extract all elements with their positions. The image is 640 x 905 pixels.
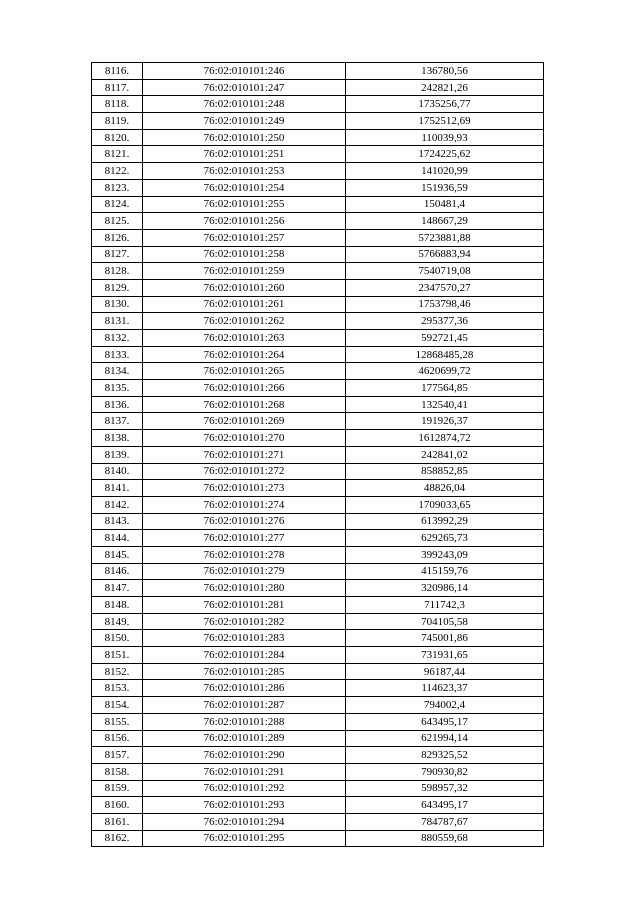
table-row <box>92 380 544 397</box>
cadastral-number-cell: 76:02:010101:285 <box>143 663 346 680</box>
table-row <box>92 446 544 463</box>
row-number-cell: 8135. <box>92 380 143 397</box>
row-number-cell: 8144. <box>92 530 143 547</box>
cadastral-value-cell: 7540719,08 <box>346 263 544 280</box>
cadastral-value-cell: 242841,02 <box>346 446 544 463</box>
cadastral-number-cell: 76:02:010101:276 <box>143 513 346 530</box>
table-row <box>92 663 544 680</box>
table-row <box>92 229 544 246</box>
cadastral-value-cell: 5723881,88 <box>346 229 544 246</box>
cadastral-number-cell: 76:02:010101:278 <box>143 546 346 563</box>
cadastral-number-cell: 76:02:010101:295 <box>143 830 346 847</box>
cadastral-value-cell: 242821,26 <box>346 79 544 96</box>
cadastral-value-cell: 4620699,72 <box>346 363 544 380</box>
cadastral-value-cell: 1709033,65 <box>346 496 544 513</box>
cadastral-number-cell: 76:02:010101:259 <box>143 263 346 280</box>
row-number-cell: 8138. <box>92 430 143 447</box>
table-row <box>92 196 544 213</box>
cadastral-number-cell: 76:02:010101:284 <box>143 647 346 664</box>
row-number-cell: 8125. <box>92 213 143 230</box>
row-number-cell: 8158. <box>92 763 143 780</box>
cadastral-value-cell: 2347570,27 <box>346 279 544 296</box>
row-number-cell: 8146. <box>92 563 143 580</box>
table-row <box>92 697 544 714</box>
row-number-cell: 8126. <box>92 229 143 246</box>
cadastral-value-cell: 1753798,46 <box>346 296 544 313</box>
cadastral-value-cell: 1735256,77 <box>346 96 544 113</box>
cadastral-value-cell: 592721,45 <box>346 330 544 347</box>
row-number-cell: 8150. <box>92 630 143 647</box>
table-row <box>92 246 544 263</box>
cadastral-value-cell: 598957,32 <box>346 780 544 797</box>
row-number-cell: 8118. <box>92 96 143 113</box>
cadastral-number-cell: 76:02:010101:269 <box>143 413 346 430</box>
cadastral-value-cell: 629265,73 <box>346 530 544 547</box>
cadastral-value-cell: 613992,29 <box>346 513 544 530</box>
row-number-cell: 8160. <box>92 797 143 814</box>
table-row <box>92 129 544 146</box>
cadastral-number-cell: 76:02:010101:264 <box>143 346 346 363</box>
row-number-cell: 8122. <box>92 163 143 180</box>
table-row <box>92 580 544 597</box>
cadastral-value-cell: 1612874,72 <box>346 430 544 447</box>
cadastral-value-cell: 295377,36 <box>346 313 544 330</box>
row-number-cell: 8159. <box>92 780 143 797</box>
table-row <box>92 730 544 747</box>
cadastral-number-cell: 76:02:010101:246 <box>143 63 346 80</box>
row-number-cell: 8140. <box>92 463 143 480</box>
row-number-cell: 8132. <box>92 330 143 347</box>
cadastral-number-cell: 76:02:010101:277 <box>143 530 346 547</box>
row-number-cell: 8131. <box>92 313 143 330</box>
table-row <box>92 513 544 530</box>
cadastral-number-cell: 76:02:010101:253 <box>143 163 346 180</box>
cadastral-number-cell: 76:02:010101:257 <box>143 229 346 246</box>
table-row <box>92 113 544 130</box>
cadastral-number-cell: 76:02:010101:288 <box>143 713 346 730</box>
table-row <box>92 463 544 480</box>
row-number-cell: 8152. <box>92 663 143 680</box>
row-number-cell: 8147. <box>92 580 143 597</box>
cadastral-value-cell: 320986,14 <box>346 580 544 597</box>
row-number-cell: 8130. <box>92 296 143 313</box>
row-number-cell: 8155. <box>92 713 143 730</box>
cadastral-number-cell: 76:02:010101:272 <box>143 463 346 480</box>
cadastral-value-cell: 415159,76 <box>346 563 544 580</box>
table-row <box>92 630 544 647</box>
cadastral-number-cell: 76:02:010101:262 <box>143 313 346 330</box>
cadastral-number-cell: 76:02:010101:273 <box>143 480 346 497</box>
cadastral-value-cell: 151936,59 <box>346 179 544 196</box>
cadastral-value-cell: 858852,85 <box>346 463 544 480</box>
row-number-cell: 8121. <box>92 146 143 163</box>
row-number-cell: 8162. <box>92 830 143 847</box>
row-number-cell: 8124. <box>92 196 143 213</box>
row-number-cell: 8151. <box>92 647 143 664</box>
table-row <box>92 830 544 847</box>
cadastral-number-cell: 76:02:010101:247 <box>143 79 346 96</box>
cadastral-number-cell: 76:02:010101:292 <box>143 780 346 797</box>
table-row <box>92 647 544 664</box>
row-number-cell: 8117. <box>92 79 143 96</box>
row-number-cell: 8142. <box>92 496 143 513</box>
table-row <box>92 346 544 363</box>
cadastral-value-cell: 621994,14 <box>346 730 544 747</box>
table-body <box>92 63 544 847</box>
cadastral-value-cell: 711742,3 <box>346 597 544 614</box>
row-number-cell: 8128. <box>92 263 143 280</box>
cadastral-number-cell: 76:02:010101:294 <box>143 813 346 830</box>
cadastral-value-cell: 790930,82 <box>346 763 544 780</box>
row-number-cell: 8156. <box>92 730 143 747</box>
row-number-cell: 8143. <box>92 513 143 530</box>
table-row <box>92 179 544 196</box>
cadastral-number-cell: 76:02:010101:270 <box>143 430 346 447</box>
cadastral-value-cell: 148667,29 <box>346 213 544 230</box>
table-row <box>92 430 544 447</box>
row-number-cell: 8149. <box>92 613 143 630</box>
cadastral-number-cell: 76:02:010101:291 <box>143 763 346 780</box>
cadastral-value-table <box>91 62 544 847</box>
cadastral-value-cell: 794002,4 <box>346 697 544 714</box>
table-row <box>92 413 544 430</box>
row-number-cell: 8134. <box>92 363 143 380</box>
table-row <box>92 496 544 513</box>
cadastral-value-cell: 643495,17 <box>346 713 544 730</box>
table-row <box>92 163 544 180</box>
table-row <box>92 263 544 280</box>
cadastral-number-cell: 76:02:010101:261 <box>143 296 346 313</box>
cadastral-value-cell: 880559,68 <box>346 830 544 847</box>
cadastral-number-cell: 76:02:010101:287 <box>143 697 346 714</box>
cadastral-number-cell: 76:02:010101:248 <box>143 96 346 113</box>
cadastral-value-cell: 96187,44 <box>346 663 544 680</box>
cadastral-number-cell: 76:02:010101:271 <box>143 446 346 463</box>
table-row <box>92 146 544 163</box>
table-row <box>92 313 544 330</box>
cadastral-value-cell: 731931,65 <box>346 647 544 664</box>
cadastral-value-cell: 399243,09 <box>346 546 544 563</box>
cadastral-number-cell: 76:02:010101:256 <box>143 213 346 230</box>
cadastral-number-cell: 76:02:010101:268 <box>143 396 346 413</box>
table-row <box>92 279 544 296</box>
cadastral-number-cell: 76:02:010101:293 <box>143 797 346 814</box>
cadastral-value-cell: 5766883,94 <box>346 246 544 263</box>
table-row <box>92 396 544 413</box>
row-number-cell: 8141. <box>92 480 143 497</box>
cadastral-number-cell: 76:02:010101:251 <box>143 146 346 163</box>
table-row <box>92 79 544 96</box>
row-number-cell: 8139. <box>92 446 143 463</box>
cadastral-value-cell: 136780,56 <box>346 63 544 80</box>
row-number-cell: 8145. <box>92 546 143 563</box>
row-number-cell: 8127. <box>92 246 143 263</box>
cadastral-value-cell: 191926,37 <box>346 413 544 430</box>
row-number-cell: 8153. <box>92 680 143 697</box>
cadastral-value-cell: 141020,99 <box>346 163 544 180</box>
table-row <box>92 763 544 780</box>
cadastral-value-cell: 48826,04 <box>346 480 544 497</box>
cadastral-number-cell: 76:02:010101:280 <box>143 580 346 597</box>
cadastral-value-cell: 829325,52 <box>346 747 544 764</box>
row-number-cell: 8116. <box>92 63 143 80</box>
row-number-cell: 8129. <box>92 279 143 296</box>
table-row <box>92 613 544 630</box>
cadastral-number-cell: 76:02:010101:263 <box>143 330 346 347</box>
table-row <box>92 296 544 313</box>
table-row <box>92 530 544 547</box>
cadastral-value-cell: 1724225,62 <box>346 146 544 163</box>
cadastral-number-cell: 76:02:010101:281 <box>143 597 346 614</box>
table-row <box>92 330 544 347</box>
row-number-cell: 8157. <box>92 747 143 764</box>
cadastral-value-cell: 745001,86 <box>346 630 544 647</box>
table-row <box>92 480 544 497</box>
cadastral-number-cell: 76:02:010101:258 <box>143 246 346 263</box>
cadastral-number-cell: 76:02:010101:255 <box>143 196 346 213</box>
cadastral-number-cell: 76:02:010101:290 <box>143 747 346 764</box>
cadastral-value-cell: 177564,85 <box>346 380 544 397</box>
cadastral-value-cell: 784787,67 <box>346 813 544 830</box>
row-number-cell: 8148. <box>92 597 143 614</box>
table-row <box>92 546 544 563</box>
cadastral-value-cell: 110039,93 <box>346 129 544 146</box>
cadastral-value-cell: 12868485,28 <box>346 346 544 363</box>
table-row <box>92 813 544 830</box>
cadastral-number-cell: 76:02:010101:286 <box>143 680 346 697</box>
cadastral-number-cell: 76:02:010101:260 <box>143 279 346 296</box>
table-row <box>92 597 544 614</box>
row-number-cell: 8119. <box>92 113 143 130</box>
table-row <box>92 713 544 730</box>
cadastral-number-cell: 76:02:010101:282 <box>143 613 346 630</box>
table-row <box>92 747 544 764</box>
row-number-cell: 8136. <box>92 396 143 413</box>
cadastral-number-cell: 76:02:010101:266 <box>143 380 346 397</box>
cadastral-number-cell: 76:02:010101:279 <box>143 563 346 580</box>
cadastral-number-cell: 76:02:010101:250 <box>143 129 346 146</box>
cadastral-value-cell: 704105,58 <box>346 613 544 630</box>
row-number-cell: 8154. <box>92 697 143 714</box>
table-row <box>92 63 544 80</box>
cadastral-number-cell: 76:02:010101:289 <box>143 730 346 747</box>
table-row <box>92 96 544 113</box>
cadastral-number-cell: 76:02:010101:265 <box>143 363 346 380</box>
cadastral-value-cell: 114623,37 <box>346 680 544 697</box>
table-row <box>92 363 544 380</box>
row-number-cell: 8137. <box>92 413 143 430</box>
table-row <box>92 213 544 230</box>
row-number-cell: 8120. <box>92 129 143 146</box>
table-row <box>92 563 544 580</box>
row-number-cell: 8161. <box>92 813 143 830</box>
table-row <box>92 680 544 697</box>
cadastral-value-cell: 150481,4 <box>346 196 544 213</box>
table-row <box>92 797 544 814</box>
row-number-cell: 8133. <box>92 346 143 363</box>
cadastral-number-cell: 76:02:010101:274 <box>143 496 346 513</box>
cadastral-number-cell: 76:02:010101:249 <box>143 113 346 130</box>
cadastral-value-cell: 1752512,69 <box>346 113 544 130</box>
cadastral-number-cell: 76:02:010101:283 <box>143 630 346 647</box>
table-row <box>92 780 544 797</box>
cadastral-value-cell: 132540,41 <box>346 396 544 413</box>
cadastral-value-cell: 643495,17 <box>346 797 544 814</box>
cadastral-number-cell: 76:02:010101:254 <box>143 179 346 196</box>
row-number-cell: 8123. <box>92 179 143 196</box>
